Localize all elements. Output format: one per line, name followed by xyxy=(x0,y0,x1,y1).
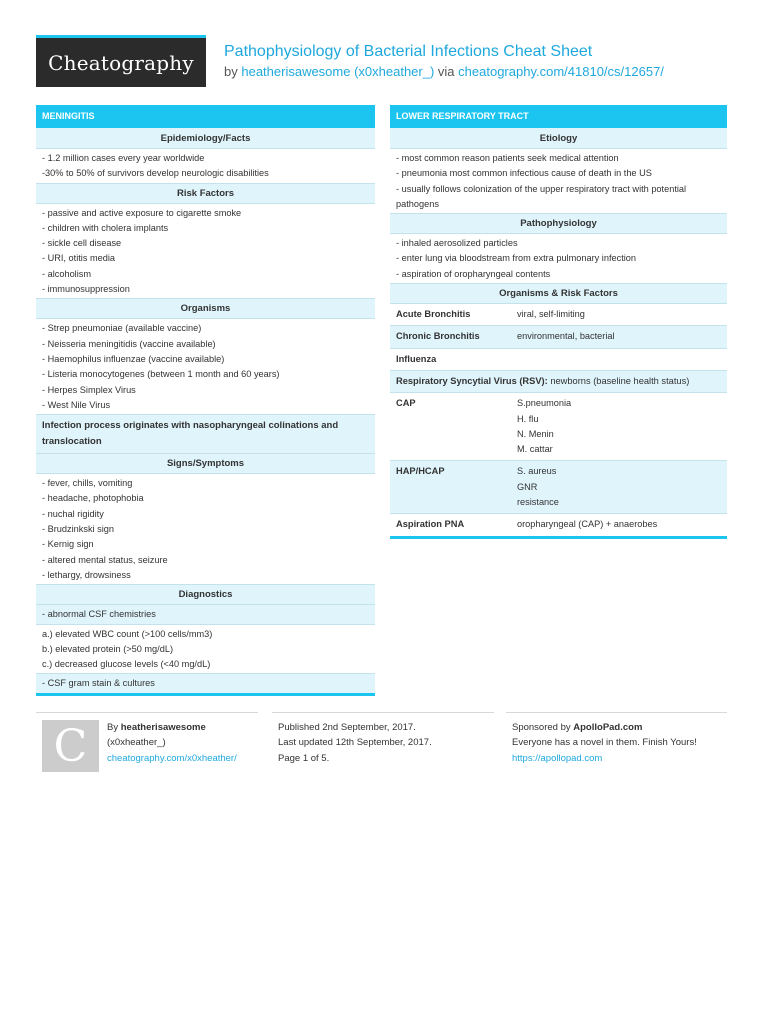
sponsor-tagline: Everyone has a novel in them. Finish Yours! xyxy=(512,737,697,749)
signs-symptoms-list xyxy=(36,474,375,585)
list-item: b.) elevated protein (>50 mg/dL) xyxy=(42,643,173,654)
list-item: - headache, photophobia xyxy=(42,493,144,504)
list-item: - alcoholism xyxy=(42,268,92,279)
table-row xyxy=(390,461,727,514)
value-line: oropharyngeal (CAP) + anaerobes xyxy=(517,519,658,530)
list-item: - abnormal CSF chemistries xyxy=(42,609,156,620)
page-title: Pathophysiology of Bacterial Infections Cheat Sheet xyxy=(224,43,593,60)
list-item: - fever, chills, vomiting xyxy=(42,478,133,489)
row-key: Acute Bronchitis xyxy=(396,309,471,320)
footer-divider xyxy=(272,712,494,713)
subheading-etiology: Etiology xyxy=(390,128,727,149)
list-item: - URI, otitis media xyxy=(42,253,116,264)
value-line: resistance xyxy=(517,497,559,508)
value-line: N. Menin xyxy=(517,428,554,439)
footer-author-name[interactable]: heatherisawesome xyxy=(120,722,206,733)
subheading-organisms-risk: Organisms & Risk Factors xyxy=(390,284,727,304)
row-key: Chronic Bronchitis xyxy=(396,331,480,342)
section-heading: MENINGITIS xyxy=(36,105,375,128)
footer-divider xyxy=(506,712,727,713)
row-key: Aspiration PNA xyxy=(396,519,465,530)
list-item: - Herpes Simplex Virus xyxy=(42,384,136,395)
published-date: Published 2nd September, 2017. xyxy=(278,722,416,733)
list-item: - enter lung via bloodstream from extra pulmonary infection xyxy=(396,253,637,264)
list-item: - pneumonia most common infectious cause of death in the US xyxy=(396,168,652,179)
list-item: - aspiration of oropharyngeal contents xyxy=(396,268,551,279)
list-item: - sickle cell disease xyxy=(42,238,122,249)
sponsor-label: Sponsored by xyxy=(512,722,574,733)
footer-author-info xyxy=(107,720,237,766)
row-key: Respiratory Syncytial Virus (RSV): xyxy=(396,375,548,386)
by-label: By xyxy=(107,722,121,733)
list-item: - children with cholera implants xyxy=(42,222,169,233)
list-item: - Kernig sign xyxy=(42,539,94,550)
list-item: - nuchal rigidity xyxy=(42,508,104,519)
subheading-organisms: Organisms xyxy=(36,299,375,319)
author-avatar[interactable] xyxy=(42,720,99,772)
list-item: - inhaled aerosolized particles xyxy=(396,238,518,249)
epidemiology-list xyxy=(36,149,375,184)
footer-sponsor-info xyxy=(512,720,697,766)
value-line: H. flu xyxy=(517,413,539,424)
row-value xyxy=(517,464,727,510)
etiology-list xyxy=(390,149,727,214)
updated-date: Last updated 12th September, 2017. xyxy=(278,737,432,749)
page-number: Page 1 of 5. xyxy=(278,752,330,764)
by-word: by xyxy=(224,64,238,79)
byline xyxy=(224,64,664,79)
table-row xyxy=(390,304,727,326)
table-row xyxy=(390,371,727,393)
subheading-diagnostics: Diagnostics xyxy=(36,585,375,605)
list-item: - West Nile Virus xyxy=(42,399,111,410)
subheading-signs-symptoms: Signs/Symptoms xyxy=(36,454,375,474)
logo-text: Cheatography xyxy=(48,50,194,75)
list-item: - immunosuppression xyxy=(42,284,130,295)
value-line: M. cattar xyxy=(517,444,553,455)
meningitis-section xyxy=(36,105,375,696)
table-row xyxy=(390,393,727,461)
section-heading: LOWER RESPIRATORY TRACT xyxy=(390,105,727,128)
list-item: a.) elevated WBC count (>100 cells/mm3) xyxy=(42,628,213,639)
subheading-epidemiology: Epidemiology/Facts xyxy=(36,128,375,149)
rsv-row xyxy=(390,374,689,389)
value-line: viral, self-limiting xyxy=(517,309,585,320)
value-line: S.pneumonia xyxy=(517,398,572,409)
author-link[interactable]: heatherisawesome (x0xheather_) xyxy=(241,64,435,79)
row-key: CAP xyxy=(396,398,416,409)
via-word: via xyxy=(437,64,455,79)
subheading-pathophysiology: Pathophysiology xyxy=(390,214,727,234)
risk-factors-list xyxy=(36,204,375,300)
list-item: - altered mental status, seizure xyxy=(42,554,168,565)
row-value: newborns (baseline health status) xyxy=(547,375,690,386)
diagnostics-item xyxy=(36,674,375,692)
list-item: c.) decreased glucose levels (<40 mg/dL) xyxy=(42,659,211,670)
sponsor-line xyxy=(512,720,697,735)
avatar-letter: C xyxy=(53,720,88,772)
table-row xyxy=(390,326,727,348)
list-item: - 1.2 million cases every year worldwide xyxy=(42,153,205,163)
table-row xyxy=(390,514,727,535)
list-item: - Brudzinkski sign xyxy=(42,524,114,535)
row-value xyxy=(517,307,727,322)
author-profile-link[interactable]: cheatography.com/x0xheather/ xyxy=(107,752,237,764)
value-line: environmental, bacterial xyxy=(517,331,615,342)
list-item: - CSF gram stain & cultures xyxy=(42,678,155,689)
list-item: - most common reason patients seek medical attention xyxy=(396,153,619,163)
list-item: - Listeria monocytogenes (between 1 month and 60 years) xyxy=(42,369,280,380)
footer-publish-info xyxy=(278,720,432,766)
value-line: S. aureus xyxy=(517,466,557,477)
sheet-url-link[interactable]: cheatography.com/41810/cs/12657/ xyxy=(458,64,664,79)
diagnostics-csf-values xyxy=(36,625,375,675)
author-line xyxy=(107,720,237,735)
list-item: - lethargy, drowsiness xyxy=(42,569,131,580)
infection-process-note: Infection process originates with nasopharyngeal colinations and translocation xyxy=(36,415,375,454)
list-item: - passive and active exposure to cigarette smoke xyxy=(42,207,242,218)
cheatography-logo[interactable] xyxy=(36,35,206,87)
list-item: - Strep pneumoniae (available vaccine) xyxy=(42,323,202,334)
lower-respiratory-section xyxy=(390,105,727,539)
row-key: Influenza xyxy=(396,353,437,364)
list-item: - usually follows colonization of the upper respiratory tract with potential pathogens xyxy=(396,183,687,209)
footer-divider xyxy=(36,712,258,713)
row-value xyxy=(517,517,727,532)
value-line: GNR xyxy=(517,481,538,492)
row-key: HAP/HCAP xyxy=(396,466,445,477)
organisms-list xyxy=(36,319,375,415)
pathophysiology-list xyxy=(390,234,727,284)
row-value xyxy=(517,329,727,344)
row-value xyxy=(517,396,727,457)
sponsor-name[interactable]: ApolloPad.com xyxy=(573,722,643,733)
diagnostics-item xyxy=(36,605,375,624)
list-item: -30% to 50% of survivors develop neurologic disabilities xyxy=(42,168,269,179)
table-row xyxy=(390,349,727,371)
row-value xyxy=(517,352,727,367)
sponsor-link[interactable]: https://apollopad.com xyxy=(512,752,603,764)
list-item: - Haemophilus influenzae (vaccine available) xyxy=(42,353,225,364)
subheading-risk-factors: Risk Factors xyxy=(36,184,375,204)
list-item: - Neisseria meningitidis (vaccine available) xyxy=(42,338,216,349)
author-handle: (x0xheather_) xyxy=(107,737,166,749)
